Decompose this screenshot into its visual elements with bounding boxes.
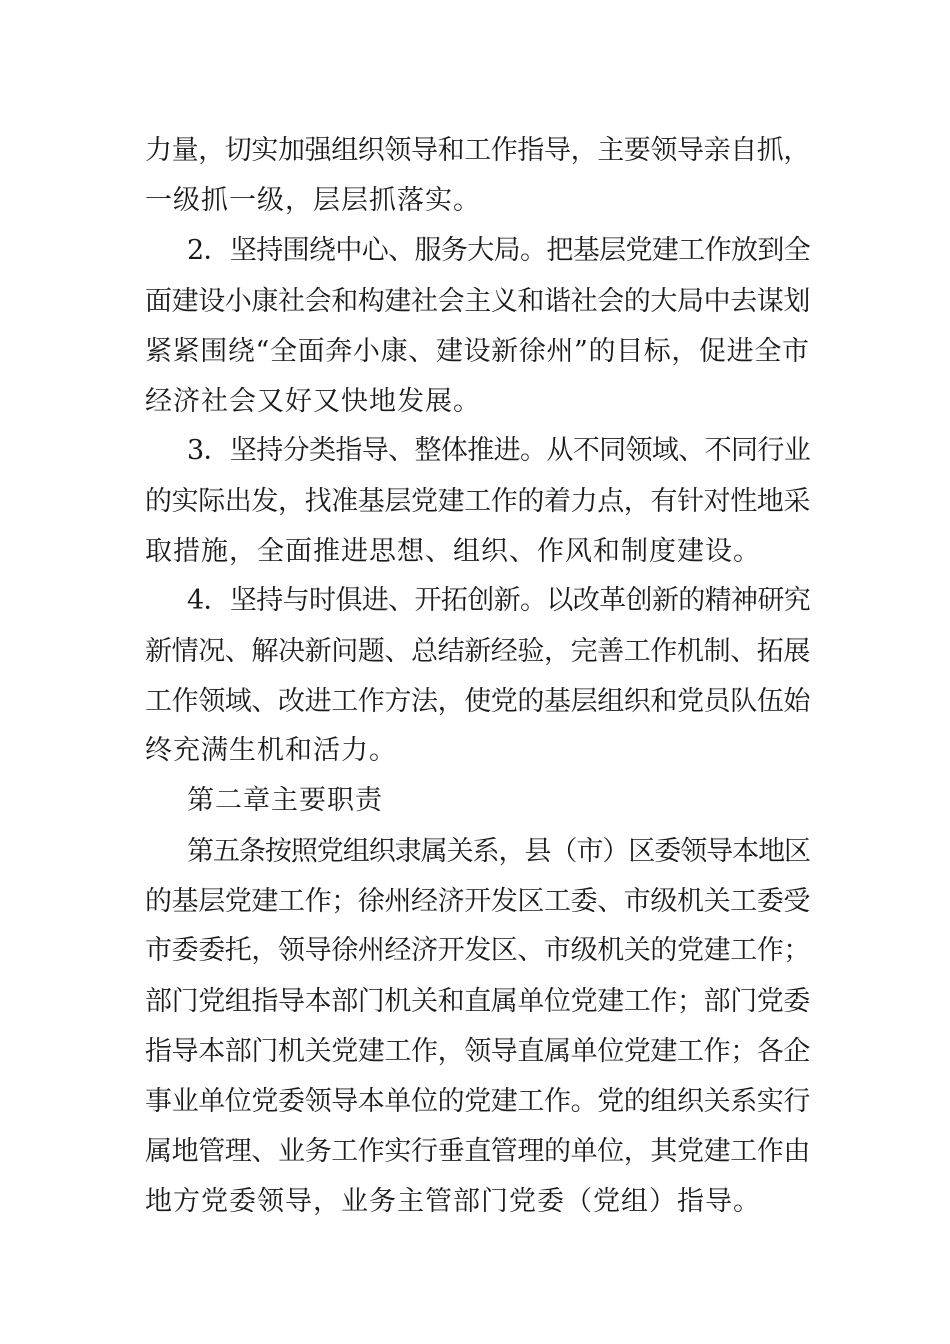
text-line-9: 取措施，全面推进思想、组织、作风和制度建设。	[145, 536, 761, 567]
text-line-10: 4．坚持与时俱进、开拓创新。以改革创新的精神研究	[187, 585, 811, 616]
text-line-16: 的基层党建工作；徐州经济开发区工委、市级机关工委受	[145, 886, 810, 917]
text-line-6: 经济社会又好又快地发展。	[145, 386, 481, 417]
text-line-11: 新情况、解决新问题、总结新经验，完善工作机制、拓展	[145, 636, 810, 667]
text-line-18: 部门党组指导本部门机关和直属单位党建工作；部门党委	[145, 986, 810, 1017]
text-line-3: 2．坚持围绕中心、服务大局。把基层党建工作放到全	[187, 235, 811, 266]
text-line-1: 力量，切实加强组织领导和工作指导，主要领导亲自抓，	[145, 135, 810, 166]
text-line-15: 第五条按照党组织隶属关系，县（市）区委领导本地区	[187, 836, 810, 867]
text-line-22: 地方党委领导，业务主管部门党委（党组）指导。	[145, 1186, 761, 1217]
text-line-17: 市委委托，领导徐州经济开发区、市级机关的党建工作；	[145, 935, 810, 966]
text-line-13: 终充满生机和活力。	[145, 735, 397, 766]
chapter-heading: 第二章主要职责	[187, 785, 383, 816]
text-line-21: 属地管理、业务工作实行垂直管理的单位，其党建工作由	[145, 1136, 810, 1167]
text-line-2: 一级抓一级，层层抓落实。	[145, 185, 481, 216]
text-line-7: 3．坚持分类指导、整体推进。从不同领域、不同行业	[187, 435, 811, 466]
text-line-19: 指导本部门机关党建工作，领导直属单位党建工作；各企	[145, 1036, 810, 1067]
text-line-12: 工作领域、改进工作方法，使党的基层组织和党员队伍始	[145, 686, 810, 717]
text-line-20: 事业单位党委领导本单位的党建工作。党的组织关系实行	[145, 1086, 810, 1117]
text-line-5: 紧紧围绕“全面奔小康、建设新徐州”的目标，促进全市	[145, 336, 810, 367]
text-line-8: 的实际出发，找准基层党建工作的着力点，有针对性地采	[145, 486, 810, 517]
text-line-4: 面建设小康社会和构建社会主义和谐社会的大局中去谋划	[145, 286, 810, 317]
